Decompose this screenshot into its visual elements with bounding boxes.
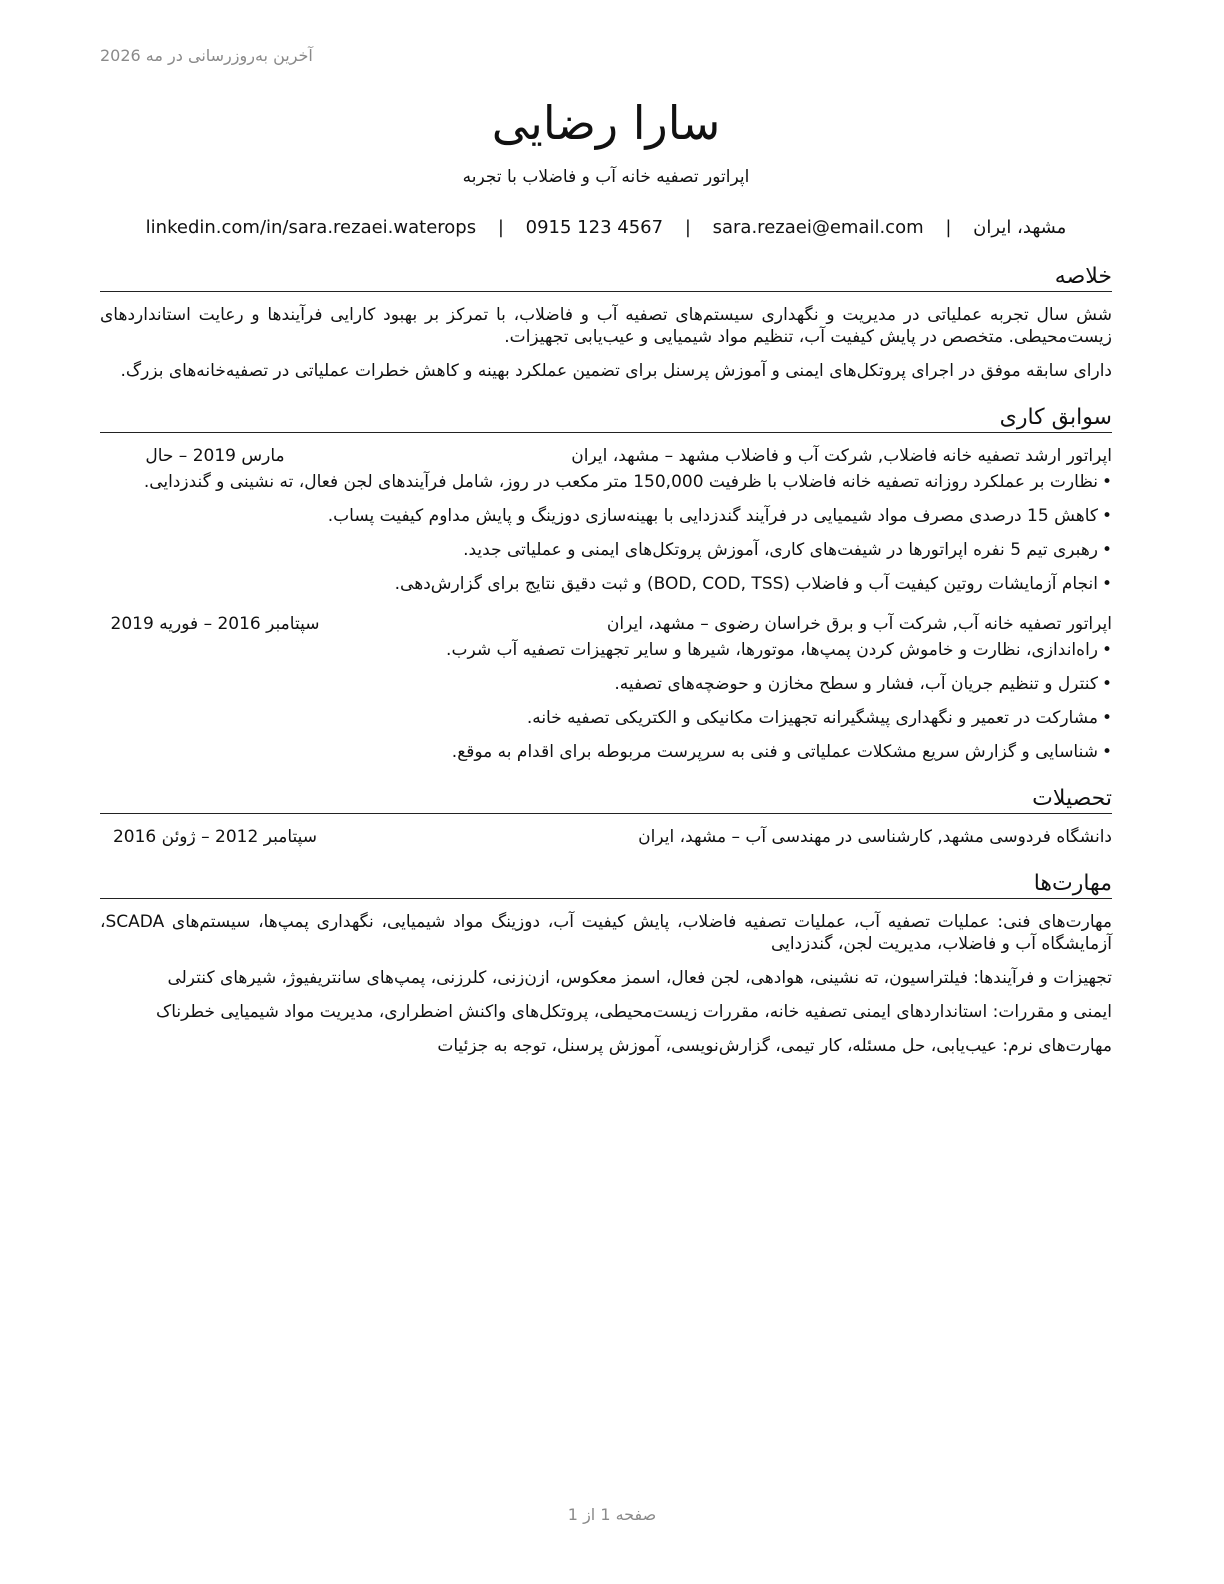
job-bullet: • کنترل و تنظیم جریان آب، فشار و سطح مخازن و حوضچه‌های تصفیه. xyxy=(100,673,1112,695)
job-bullets xyxy=(100,639,1112,763)
summary-paragraph: شش سال تجربه عملیاتی در مدیریت و نگهداری سیستم‌های تصفیه آب و فاضلاب، با تمرکز بر بهبود کارایی فرآیندها و رعایت استانداردهای زیست‌محیطی. متخصص در پایش کیفیت آب، تنظیم مواد شیمیایی و عیب‌یابی تجهیزات. xyxy=(100,305,1112,347)
summary-section xyxy=(100,263,1112,382)
job-bullet: • شناسایی و گزارش سریع مشکلات عملیاتی و فنی به سرپرست مربوطه برای اقدام به موقع. xyxy=(100,741,1112,763)
job-bullet: • نظارت بر عملکرد روزانه تصفیه خانه فاضلاب با ظرفیت 150,000 متر مکعب در روز، شامل فرآیندهای لجن فعال، ته نشینی و گندزدایی. xyxy=(100,471,1112,493)
job-bullet: • راه‌اندازی، نظارت و خاموش کردن پمپ‌ها، موتورها، شیرها و سایر تجهیزات تصفیه آب شرب. xyxy=(100,639,1112,661)
candidate-subtitle: اپراتور تصفیه خانه آب و فاضلاب با تجربه xyxy=(462,167,750,187)
skill-line: مهارت‌های فنی: عملیات تصفیه آب، عملیات تصفیه فاضلاب، پایش کیفیت آب، دوزینگ مواد شیمیایی، نگهداری پمپ‌ها، سیستم‌های SCADA، آزمایشگاه آب و فاضلاب، مدیریت لجن، گندزدایی xyxy=(100,912,1112,954)
job-title: اپراتور ارشد تصفیه خانه فاضلاب, شرکت آب و فاضلاب مشهد – مشهد، ایران xyxy=(571,446,1112,466)
contact-location: مشهد، ایران xyxy=(973,217,1067,238)
contact-email[interactable]: sara.rezaei@email.com xyxy=(712,217,924,238)
contact-separator: | xyxy=(684,217,691,238)
job-header xyxy=(100,445,1112,467)
job-title: اپراتور تصفیه خانه آب, شرکت آب و برق خراسان رضوی – مشهد، ایران xyxy=(606,614,1112,634)
job-entry xyxy=(100,445,1112,595)
skill-line: ایمنی و مقررات: استانداردهای ایمنی تصفیه خانه، مقررات زیست‌محیطی، پروتکل‌های واکنش اضطراری، مدیریت مواد شیمیایی خطرناک xyxy=(156,1002,1112,1022)
summary-paragraph: دارای سابقه موفق در اجرای پروتکل‌های ایمنی و آموزش پرسنل برای تضمین عملکرد بهینه و کاهش خطرات عملیاتی در تصفیه‌خانه‌های بزرگ. xyxy=(120,361,1112,381)
skills-section xyxy=(100,870,1112,1057)
last-updated-note: آخرین به‌روزرسانی در مه 2026 xyxy=(100,46,313,65)
experience-section xyxy=(100,404,1112,763)
job-date: سپتامبر 2016 – فوریه 2019 xyxy=(110,614,320,634)
education-entry xyxy=(100,826,1112,848)
skills-title: مهارت‌ها xyxy=(100,870,1112,899)
summary-title: خلاصه xyxy=(100,263,1112,292)
job-date: مارس 2019 – حال xyxy=(145,446,285,466)
education-title: تحصیلات xyxy=(100,785,1112,814)
education-date: سپتامبر 2012 – ژوئن 2016 xyxy=(112,827,318,847)
job-bullet: • انجام آزمایشات روتین کیفیت آب و فاضلاب (BOD, COD, TSS) و ثبت دقیق نتایج برای گزارش‌دهی. xyxy=(100,573,1112,595)
contact-linkedin[interactable]: linkedin.com/in/sara.rezaei.waterops xyxy=(145,217,477,238)
job-bullet: • کاهش 15 درصدی مصرف مواد شیمیایی در فرآیند گندزدایی با بهینه‌سازی دوزینگ و پایش مداوم کیفیت پساب. xyxy=(100,505,1112,527)
job-header xyxy=(100,613,1112,635)
contact-separator: | xyxy=(497,217,504,238)
contact-separator: | xyxy=(945,217,952,238)
job-bullets xyxy=(100,471,1112,595)
experience-title: سوابق کاری xyxy=(100,404,1112,433)
skill-line: مهارت‌های نرم: عیب‌یابی، حل مسئله، کار تیمی، گزارش‌نویسی، آموزش پرسنل، توجه به جزئیات xyxy=(437,1036,1112,1056)
candidate-name: سارا رضایی xyxy=(491,96,721,150)
skill-line: تجهیزات و فرآیندها: فیلتراسیون، ته نشینی، هوادهی، لجن فعال، اسمز معکوس، ازن‌زنی، کلرزنی، پمپ‌های سانتریفیوژ، شیرهای کنترلی xyxy=(167,968,1112,988)
job-entry xyxy=(100,613,1112,763)
page-number: صفحه 1 از 1 xyxy=(567,1505,657,1524)
job-bullet: • مشارکت در تعمیر و نگهداری پیشگیرانه تجهیزات مکانیکی و الکتریکی تصفیه خانه. xyxy=(100,707,1112,729)
education-degree: دانشگاه فردوسی مشهد, کارشناسی در مهندسی آب – مشهد، ایران xyxy=(638,827,1112,847)
contact-line xyxy=(100,215,1112,241)
job-bullet: • رهبری تیم 5 نفره اپراتورها در شیفت‌های کاری، آموزش پروتکل‌های ایمنی و عملیاتی جدید. xyxy=(100,539,1112,561)
contact-phone[interactable]: 0915 123 4567 xyxy=(525,217,664,238)
education-section xyxy=(100,785,1112,848)
